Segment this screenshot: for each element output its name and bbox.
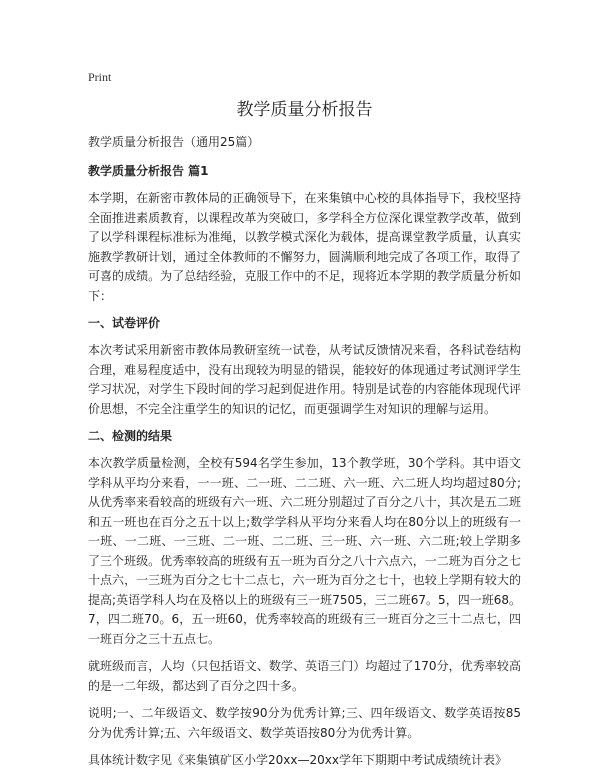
section2-paragraph: 本次教学质量检测，全校有594名学生参加，13个教学班，30个学科。其中语文学科从平均分来看，一一班、二一班、二二班、六一班、六二班人均均超过80分;从优秀率来看较高的班级有六一班、六二班分别超过了百分之八十，其次是五二班和五一班也在百分之五十以上;数学学科从平均分来看人均在80分以上的班级有一一班、一二班、一三班、二一班、二二班、三一班、六一班、六二班;较上学期多了三个班级。优秀率较高的班级有五一班为百分之八十六点六，一二班为百分之七十点六，一三班为百分之七十二点七，六一班为百分之七十，也较上学期有较大的提高;英语学科人均在及格以上的班级有三一班7505，三二班67。5，四一班68。7，四二班70。6，五一班60，优秀率较高的班级有三一班百分之三十二点七，四一班百分之三十五点七。 (88, 456, 521, 646)
page-title: 教学质量分析报告 (236, 100, 373, 120)
document-subtitle: 教学质量分析报告（通用25篇） (88, 135, 260, 149)
print-link[interactable]: Print (88, 70, 112, 84)
note-paragraph: 说明;一、二年级语文、数学按90分为优秀计算;三、四年级语文、数学英语按85分为优秀计算;五、六年级语文、数学英语按80分为优秀计算。 (88, 706, 521, 740)
section1-paragraph: 本次考试采用新密市教体局教研室统一试卷，从考试反馈情况来看，各科试卷结构合理，难易程度适中，没有出现较为明显的错误，能较好的体现通过考试测评学生学习状况，对学生下段时间的学习起到促进作用。特别是试卷的内容能体现现代评价思想，不完全注重学生的知识的记忆，而更强调学生对知识的理解与运用。 (88, 343, 521, 416)
article-heading: 教学质量分析报告 篇1 (88, 164, 209, 178)
section2-heading: 二、检测的结果 (88, 429, 173, 443)
intro-paragraph: 本学期，在新密市教体局的正确领导下，在来集镇中心校的具体指导下，我校坚持全面推进素质教育，以课程改革为突破口，多学科全方位深化课堂教学改革，做到了以学科课程标准标为准绳，以教学模式深化为载体，提高课堂教学质量，认真实施教学教研计划，通过全体教师的不懈努力，圆满顺利地完成了各项工作，取得了可喜的成绩。为了总结经验，克服工作中的不足，现将近本学期的教学质量分析如下： (88, 191, 521, 303)
section1-heading: 一、试卷评价 (88, 316, 161, 330)
grade-summary-paragraph: 就班级而言，人均（只包括语文、数学、英语三门）均超过了170分，优秀率较高的是一二年级，都达到了百分之四十多。 (88, 659, 521, 693)
reference-paragraph: 具体统计数字见《来集镇矿区小学20xx—20xx学年下期期中考试成绩统计表》 (88, 753, 507, 767)
document-page (88, 70, 521, 779)
